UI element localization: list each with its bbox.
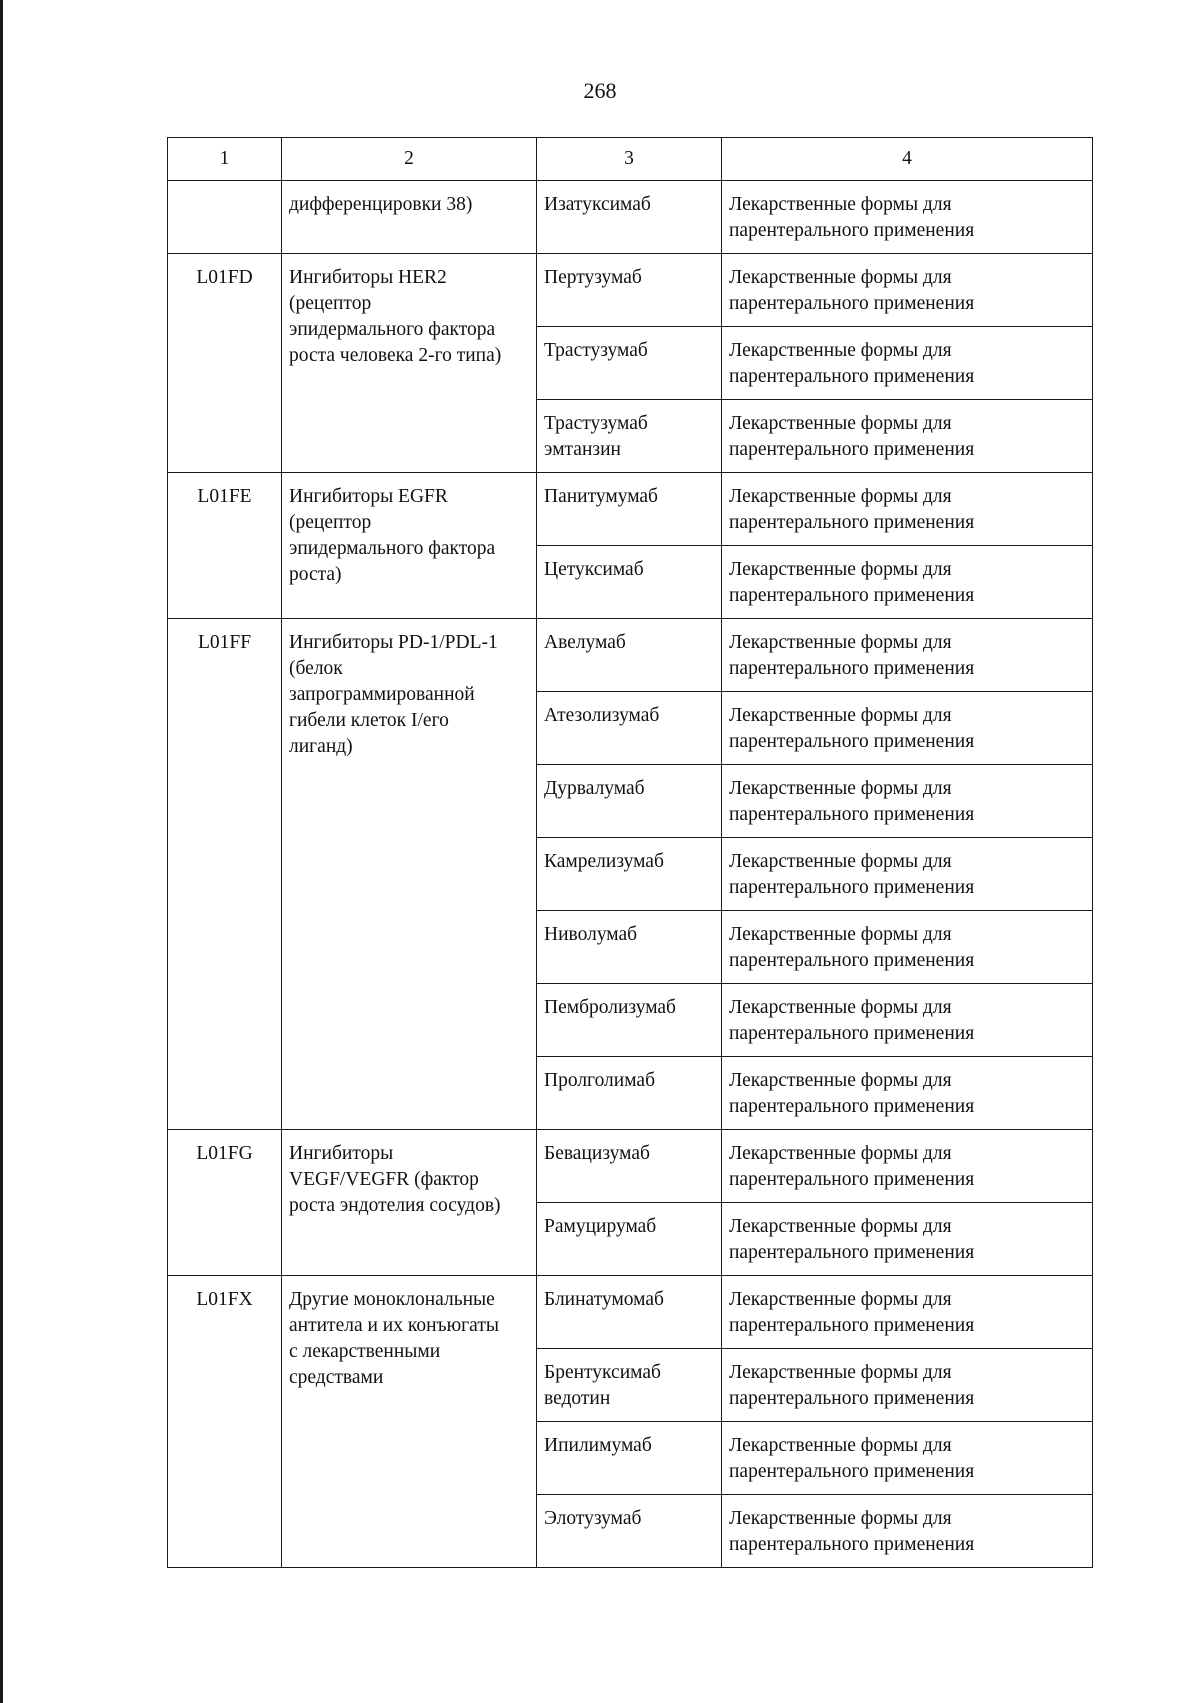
drug-name-cell: Изатуксимаб [537,181,722,254]
dosage-form-cell: Лекарственные формы для парентерального применения [722,1349,1093,1422]
drug-name-cell: Авелумаб [537,619,722,692]
drug-name-cell: Ниволумаб [537,911,722,984]
dosage-form-cell: Лекарственные формы для парентерального применения [722,1495,1093,1568]
dosage-form-cell: Лекарственные формы для парентерального применения [722,765,1093,838]
atc-code-cell: L01FE [168,473,282,619]
drug-name-cell: Рамуцирумаб [537,1203,722,1276]
drug-name-cell: Брентуксимаб ведотин [537,1349,722,1422]
atc-code-cell: L01FD [168,254,282,473]
drug-name-cell: Трастузумаб эмтанзин [537,400,722,473]
dosage-form-cell: Лекарственные формы для парентерального применения [722,254,1093,327]
column-header: 1 [168,138,282,181]
dosage-form-cell: Лекарственные формы для парентерального применения [722,619,1093,692]
drug-name-cell: Панитумумаб [537,473,722,546]
drug-name-cell: Элотузумаб [537,1495,722,1568]
drug-name-cell: Блинатумомаб [537,1276,722,1349]
drug-name-cell: Дурвалумаб [537,765,722,838]
drug-name-cell: Бевацизумаб [537,1130,722,1203]
atc-code-cell: L01FG [168,1130,282,1276]
atc-code-cell [168,181,282,254]
column-header: 3 [537,138,722,181]
dosage-form-cell: Лекарственные формы для парентерального применения [722,1057,1093,1130]
group-name-cell: Другие моноклональные антитела и их конъюгаты с лекарственными средствами [282,1276,537,1568]
page-number: 268 [583,78,617,103]
group-name-cell: дифференцировки 38) [282,181,537,254]
scan-edge [0,0,3,1703]
dosage-form-cell: Лекарственные формы для парентерального применения [722,1130,1093,1203]
dosage-form-cell: Лекарственные формы для парентерального применения [722,984,1093,1057]
drug-name-cell: Пертузумаб [537,254,722,327]
table-header-row [168,138,1093,181]
drug-name-cell: Атезолизумаб [537,692,722,765]
dosage-form-cell: Лекарственные формы для парентерального применения [722,1203,1093,1276]
drug-table [167,137,1093,1568]
column-header: 4 [722,138,1093,181]
table-row [168,1130,1093,1203]
dosage-form-cell: Лекарственные формы для парентерального применения [722,400,1093,473]
table-row [168,1276,1093,1349]
column-header: 2 [282,138,537,181]
drug-name-cell: Трастузумаб [537,327,722,400]
drug-name-cell: Пролголимаб [537,1057,722,1130]
table-row [168,473,1093,546]
drug-name-cell: Цетуксимаб [537,546,722,619]
dosage-form-cell: Лекарственные формы для парентерального применения [722,546,1093,619]
drug-name-cell: Ипилимумаб [537,1422,722,1495]
dosage-form-cell: Лекарственные формы для парентерального применения [722,1276,1093,1349]
table-row [168,254,1093,327]
dosage-form-cell: Лекарственные формы для парентерального применения [722,911,1093,984]
dosage-form-cell: Лекарственные формы для парентерального применения [722,327,1093,400]
drug-name-cell: Пембролизумаб [537,984,722,1057]
group-name-cell: Ингибиторы PD-1/PDL-1 (белок запрограммированной гибели клеток I/его лиганд) [282,619,537,1130]
group-name-cell: Ингибиторы EGFR (рецептор эпидермального фактора роста) [282,473,537,619]
dosage-form-cell: Лекарственные формы для парентерального применения [722,838,1093,911]
table-row [168,181,1093,254]
group-name-cell: Ингибиторы VEGF/VEGFR (фактор роста эндотелия сосудов) [282,1130,537,1276]
dosage-form-cell: Лекарственные формы для парентерального применения [722,473,1093,546]
atc-code-cell: L01FF [168,619,282,1130]
atc-code-cell: L01FX [168,1276,282,1568]
dosage-form-cell: Лекарственные формы для парентерального применения [722,1422,1093,1495]
dosage-form-cell: Лекарственные формы для парентерального применения [722,692,1093,765]
dosage-form-cell: Лекарственные формы для парентерального применения [722,181,1093,254]
drug-name-cell: Камрелизумаб [537,838,722,911]
table-row [168,619,1093,692]
group-name-cell: Ингибиторы HER2 (рецептор эпидермального фактора роста человека 2-го типа) [282,254,537,473]
